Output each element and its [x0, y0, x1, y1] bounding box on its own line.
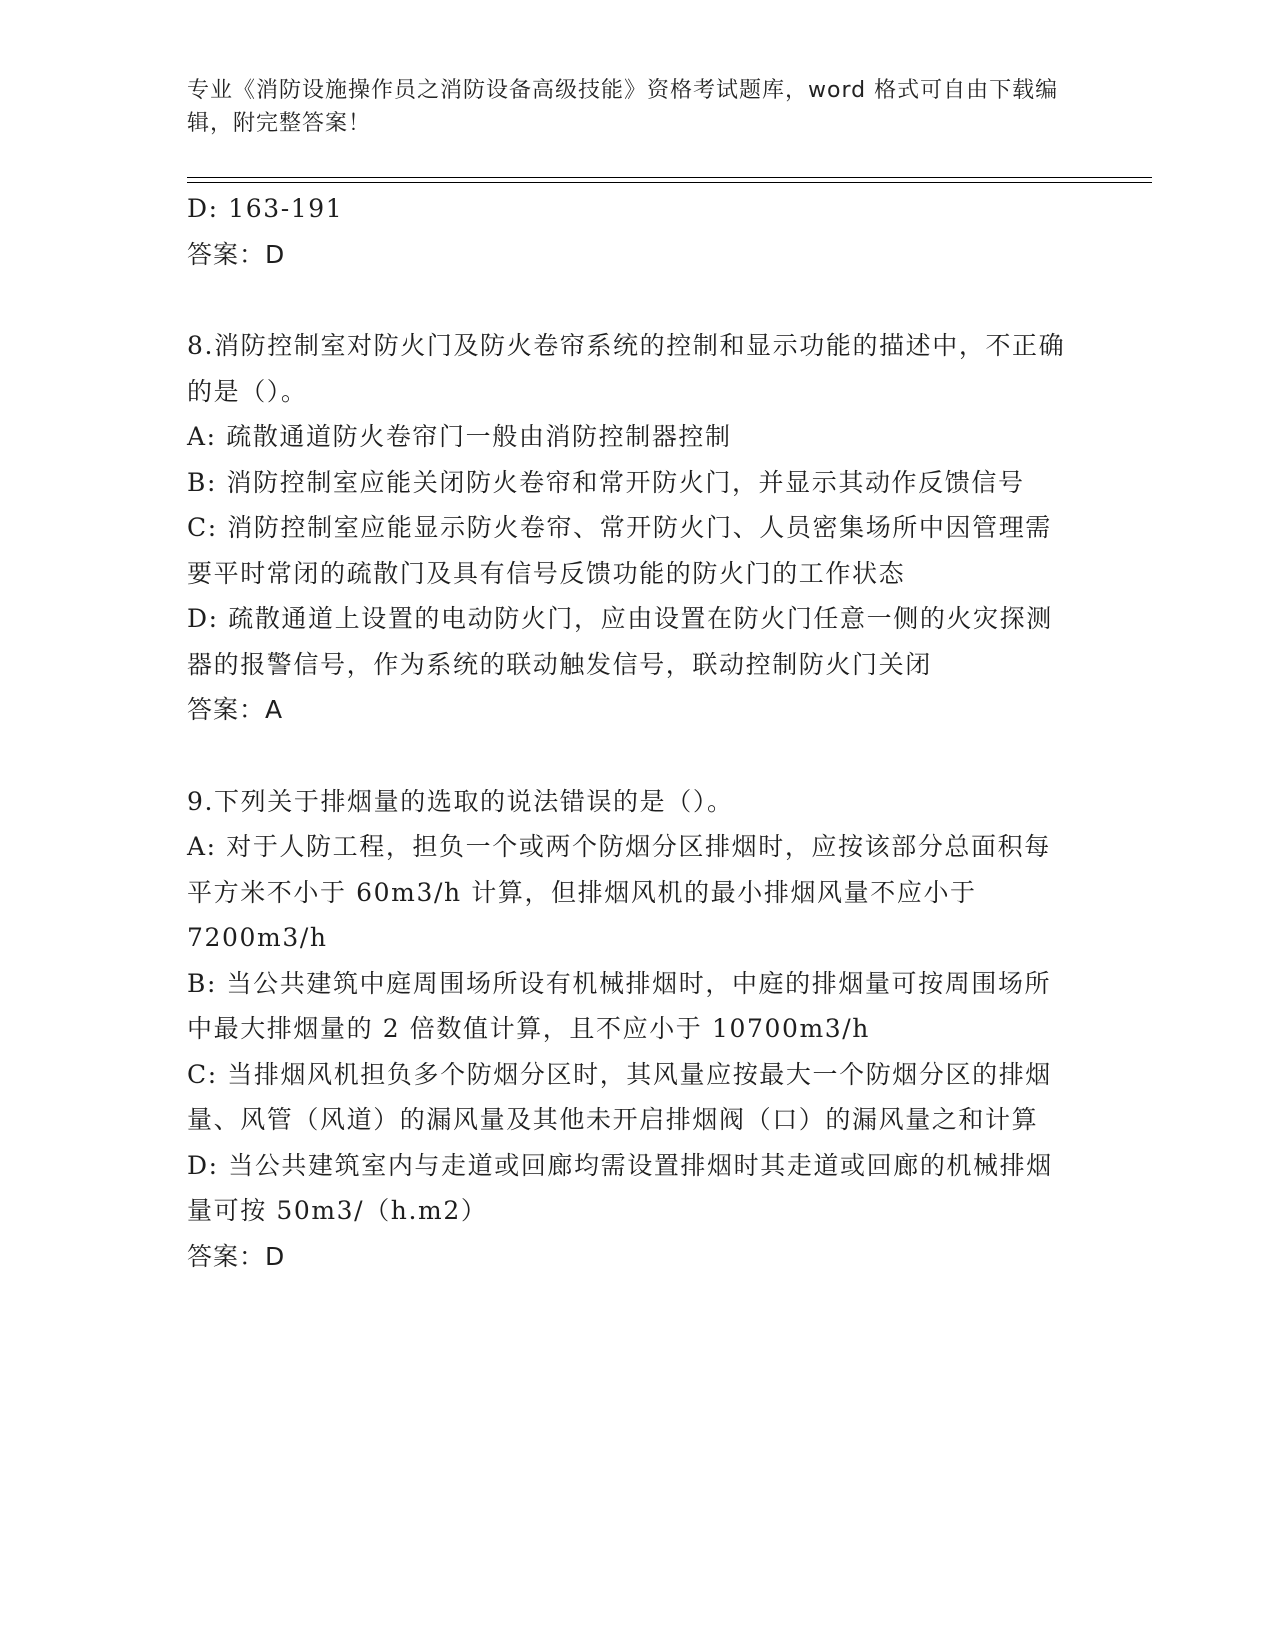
- q9-option-a: A: 对于人防工程，担负一个或两个防烟分区排烟时，应按该部分总面积每平方米不小于 60m3/h 计算，但排烟风机的最小排烟风量不应小于7200m3/h: [187, 832, 1051, 952]
- q8-option-a: A: 疏散通道防火卷帘门一般由消防控制器控制: [187, 422, 732, 451]
- document-header: 专业《消防设施操作员之消防设备高级技能》资格考试题库，word 格式可自由下载编辑，附完整答案！: [187, 78, 1059, 136]
- document-body: [187, 186, 1067, 1279]
- spacer: [187, 733, 1067, 779]
- q9-option-b: B: 当公共建筑中庭周围场所设有机械排烟时，中庭的排烟量可按周围场所中最大排烟量的 2 倍数值计算，且不应小于 10700m3/h: [187, 968, 1052, 1043]
- q8-question: 8.消防控制室对防火门及防火卷帘系统的控制和显示功能的描述中，不正确的是（）。: [187, 331, 1066, 406]
- q8-option-d: D: 疏散通道上设置的电动防火门，应由设置在防火门任意一侧的火灾探测器的报警信号，作为系统的联动触发信号，联动控制防火门关闭: [187, 604, 1053, 679]
- q9-option-c: C: 当排烟风机担负多个防烟分区时，其风量应按最大一个防烟分区的排烟量、风管（风道）的漏风量及其他未开启排烟阀（口）的漏风量之和计算: [187, 1059, 1052, 1134]
- q9-answer: 答案：D: [187, 1241, 286, 1271]
- header-rule-top: [187, 177, 1152, 178]
- q8-option-c: C: 消防控制室应能显示防火卷帘、常开防火门、人员密集场所中因管理需要平时常闭的疏散门及具有信号反馈功能的防火门的工作状态: [187, 513, 1052, 588]
- header-rule-bottom: [187, 182, 1152, 183]
- q7-answer: 答案：D: [187, 239, 286, 269]
- q7-option-d: D: 163-191: [187, 194, 344, 223]
- spacer: [187, 277, 1067, 323]
- q8-option-b: B: 消防控制室应能关闭防火卷帘和常开防火门，并显示其动作反馈信号: [187, 467, 1025, 497]
- q9-question: 9.下列关于排烟量的选取的说法错误的是（）。: [187, 786, 734, 816]
- q9-option-d: D: 当公共建筑室内与走道或回廊均需设置排烟时其走道或回廊的机械排烟量可按 50m3/（h.m2）: [187, 1150, 1053, 1225]
- q8-answer: 答案：A: [187, 695, 284, 724]
